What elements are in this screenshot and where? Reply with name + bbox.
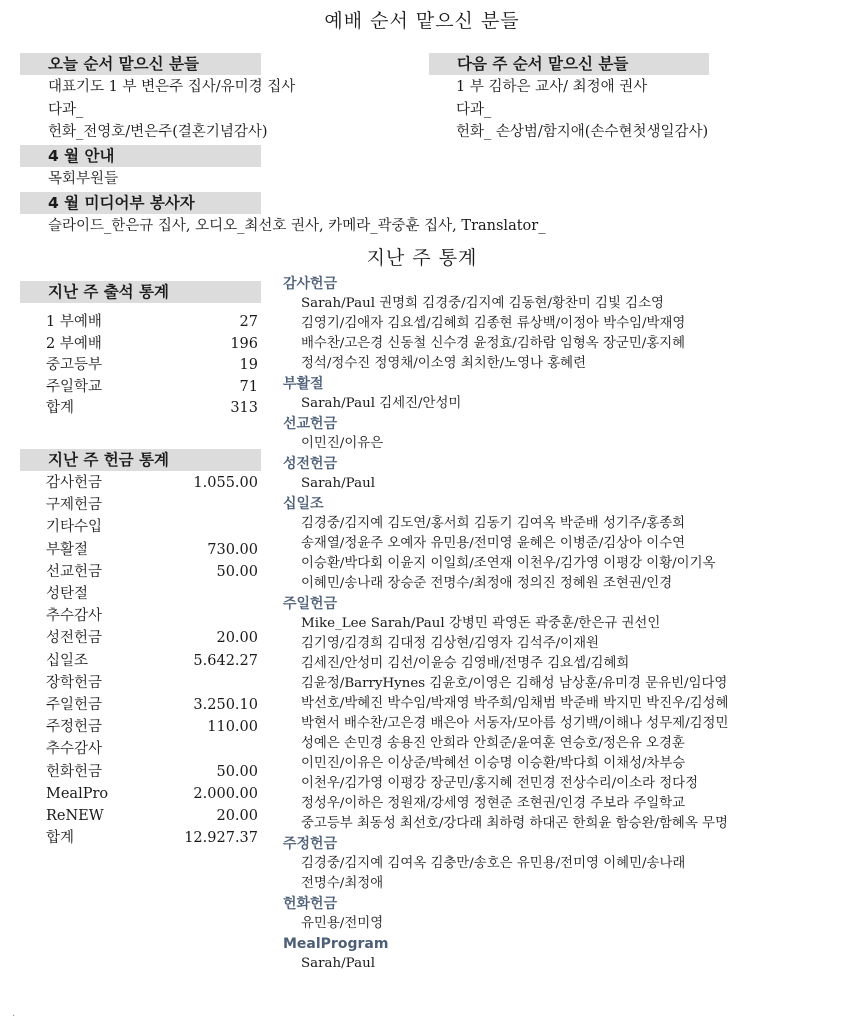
offering-row: [46, 718, 258, 737]
offering-row-label: 헌화헌금: [46, 763, 103, 780]
attendance-row: [46, 335, 258, 354]
offering-header: 지난 주 헌금 통계: [20, 449, 261, 471]
offering-row-label: 십일조: [46, 652, 89, 669]
donor-line: 이승환/박다회 이윤지 이일희/조연재 이천우/김가영 이평강 이황/이기옥: [301, 556, 716, 571]
offering-row-value: 730.00: [207, 541, 258, 558]
offering-row: [46, 474, 258, 493]
donor-category-title: 성전헌금: [283, 456, 338, 472]
attendance-row-label: 합계: [46, 400, 75, 417]
donor-line: Sarah/Paul: [301, 476, 375, 491]
next-week-header: 다음 주 순서 맡으신 분들: [429, 53, 709, 75]
donor-line: 송재열/정윤주 오예자 유민용/전미영 윤혜은 이병준/김상아 이수연: [301, 536, 686, 551]
donor-line: 유민용/전미영: [301, 916, 384, 931]
offering-row: [46, 541, 258, 560]
offering-row-value: 3.250.10: [193, 697, 258, 713]
offering-row: [46, 585, 258, 604]
page-title: 예배 순서 맡으신 분들: [324, 10, 520, 32]
offering-row: [46, 607, 258, 626]
media-line: 슬라이드_한은규 집사, 오디오_최선호 권사, 카메라_곽중훈 집사, Translator_: [48, 218, 546, 234]
offering-row-label: 성탄절: [46, 586, 89, 602]
attendance-row-value: 27: [239, 314, 258, 330]
attendance-row-label: 중고등부: [46, 357, 103, 374]
today-line-1: 대표기도 1 부 변은주 집사/유미경 집사: [48, 79, 296, 95]
offering-row: [46, 807, 258, 826]
offering-row-value: 1.055.00: [193, 475, 258, 491]
attendance-row-value: 71: [239, 378, 258, 395]
offering-row-label: 주일헌금: [46, 697, 103, 713]
donor-line: 김세진/안성미 김선/이윤승 김영배/전명주 김요셉/김혜희: [301, 656, 630, 671]
offering-row: [46, 763, 258, 782]
offering-row: [46, 652, 258, 671]
offering-row: [46, 829, 258, 848]
donor-line: 김윤정/BarryHynes 김윤호/이영은 김해성 남상훈/유미경 문유빈/임다영: [301, 676, 728, 691]
donor-line: 이민진/이유은: [301, 436, 384, 451]
attendance-row-value: 196: [230, 335, 258, 352]
attendance-row: [46, 399, 258, 418]
donor-line: 전명수/최정애: [301, 876, 384, 891]
offering-row-label: 합계: [46, 830, 75, 847]
offering-row-label: 추수감사: [46, 608, 103, 625]
offering-row-label: 장학헌금: [46, 674, 103, 691]
offering-row-value: 20.00: [216, 630, 258, 647]
attendance-header: 지난 주 출석 통계: [20, 281, 261, 303]
offering-row-value: 110.00: [207, 719, 258, 736]
donor-category-title: 십일조: [283, 496, 324, 512]
attendance-row: [46, 356, 258, 375]
next-week-line-3: 헌화_ 손상범/함지애(손수현첫생일감사): [456, 124, 709, 140]
offering-row-value: 12.927.37: [184, 830, 258, 847]
offering-row-value: 2.000.00: [193, 785, 258, 802]
offering-row-label: 기타수입: [46, 519, 103, 536]
offering-row-label: 부활절: [46, 541, 89, 558]
april-notice-line: 목회부원들: [48, 171, 119, 187]
donor-line: 김경중/김지예 김도연/홍서희 김동기 김여옥 박준배 성기주/홍종희: [301, 516, 686, 531]
donor-category-title: 감사헌금: [283, 276, 338, 292]
attendance-row-label: 2 부예배: [46, 335, 102, 352]
donor-category-title: 선교헌금: [283, 416, 338, 432]
offering-row: [46, 785, 258, 804]
donor-line: 이민진/이유은 이상준/박혜선 이승명 이승환/박다희 이채성/차부승: [301, 756, 686, 771]
donor-line: 성예은 손민경 송용진 안희라 안희준/윤여훈 연승호/정은유 오경훈: [301, 736, 685, 751]
donor-line: 김영기/김애자 김요셉/김혜희 김종현 류상백/이정아 박수임/박재영: [301, 316, 686, 331]
donor-line: 이천우/김가영 이평강 장군민/홍지혜 전민경 전상수리/이소라 정다정: [301, 776, 699, 791]
donor-line: Sarah/Paul: [301, 956, 375, 971]
attendance-row-value: 19: [239, 357, 258, 374]
attendance-row-label: 주일학교: [46, 378, 103, 395]
next-week-line-1: 1 부 김하은 교사/ 최정애 권사: [456, 79, 648, 95]
offering-row: [46, 696, 258, 715]
offering-row: [46, 740, 258, 759]
today-line-3: 헌화_전영호/변은주(결혼기념감사): [48, 124, 268, 140]
offering-row: [46, 496, 258, 515]
donor-line: 박현서 배수찬/고은경 배은아 서동자/모아름 성기백/이해나 성무제/김정민: [301, 716, 729, 731]
donor-line: 중고등부 최동성 최선호/강다래 최하령 하대곤 한희윤 함승완/함혜옥 무명: [301, 816, 728, 831]
april-notice-header: 4 월 안내: [20, 145, 261, 167]
donor-line: 김기영/김경희 김대정 김상현/김영자 김석주/이재원: [301, 636, 599, 651]
offering-row: [46, 518, 258, 537]
attendance-row: [46, 313, 258, 332]
donor-category-title: 주일헌금: [283, 596, 338, 612]
donor-line: 배수찬/고은경 신동철 신수경 윤정효/김하람 임형옥 장군민/홍지혜: [301, 336, 686, 351]
donor-category-title: MealProgram: [283, 936, 389, 952]
offering-row-label: 성전헌금: [46, 630, 103, 647]
donor-line: 박선호/박혜진 박수임/박재영 박주희/임채범 박준배 박지민 박진우/김성혜: [301, 696, 729, 711]
offering-row-label: MealPro: [46, 785, 109, 802]
donor-line: Mike_Lee Sarah/Paul 강병민 곽영돈 곽중훈/한은규 권선인: [301, 616, 661, 631]
offering-row-value: 50.00: [216, 563, 258, 580]
offering-row: [46, 563, 258, 582]
today-header: 오늘 순서 맡으신 분들: [20, 53, 261, 75]
offering-row: [46, 674, 258, 693]
next-week-line-2: 다과_: [456, 102, 492, 118]
last-week-title: 지난 주 통계: [366, 247, 478, 269]
offering-row-label: 감사헌금: [46, 475, 103, 491]
donor-line: Sarah/Paul 김세진/안성미: [301, 396, 462, 411]
offering-row-label: ReNEW: [46, 808, 104, 824]
donor-line: 정성우/이하은 정원재/강세영 정현준 조현권/인경 주보라 주일학교: [301, 796, 686, 811]
donor-category-title: 헌화헌금: [283, 896, 338, 912]
media-header: 4 월 미디어부 봉사자: [20, 192, 261, 214]
footer-mark: .: [12, 1008, 16, 1019]
offering-row-label: 주정헌금: [46, 719, 103, 736]
donor-line: 김경중/김지예 김여옥 김충만/송호은 유민용/전미영 이혜민/송나래: [301, 856, 686, 871]
offering-row-label: 추수감사: [46, 741, 103, 758]
offering-row-label: 구제헌금: [46, 497, 103, 514]
attendance-row-value: 313: [230, 400, 258, 417]
offering-row-value: 5.642.27: [193, 652, 258, 669]
offering-row: [46, 629, 258, 648]
donor-line: 정석/정수진 정영채/이소영 최치한/노영나 홍혜련: [301, 356, 587, 371]
offering-row-value: 50.00: [216, 763, 258, 780]
attendance-row-label: 1 부예배: [46, 314, 102, 330]
today-line-2: 다과_: [48, 102, 84, 118]
attendance-row: [46, 378, 258, 397]
offering-row-value: 20.00: [216, 808, 258, 824]
donor-category-title: 부활절: [283, 376, 324, 392]
donor-line: Sarah/Paul 권명희 김경중/김지예 김동현/황찬미 김빛 김소영: [301, 296, 664, 311]
donor-category-title: 주정헌금: [283, 836, 338, 852]
donor-lists: [283, 274, 838, 974]
donor-line: 이혜민/송나래 장승준 전명수/최정애 정의진 정혜원 조현권/인경: [301, 576, 673, 591]
offering-row-label: 선교헌금: [46, 563, 103, 580]
